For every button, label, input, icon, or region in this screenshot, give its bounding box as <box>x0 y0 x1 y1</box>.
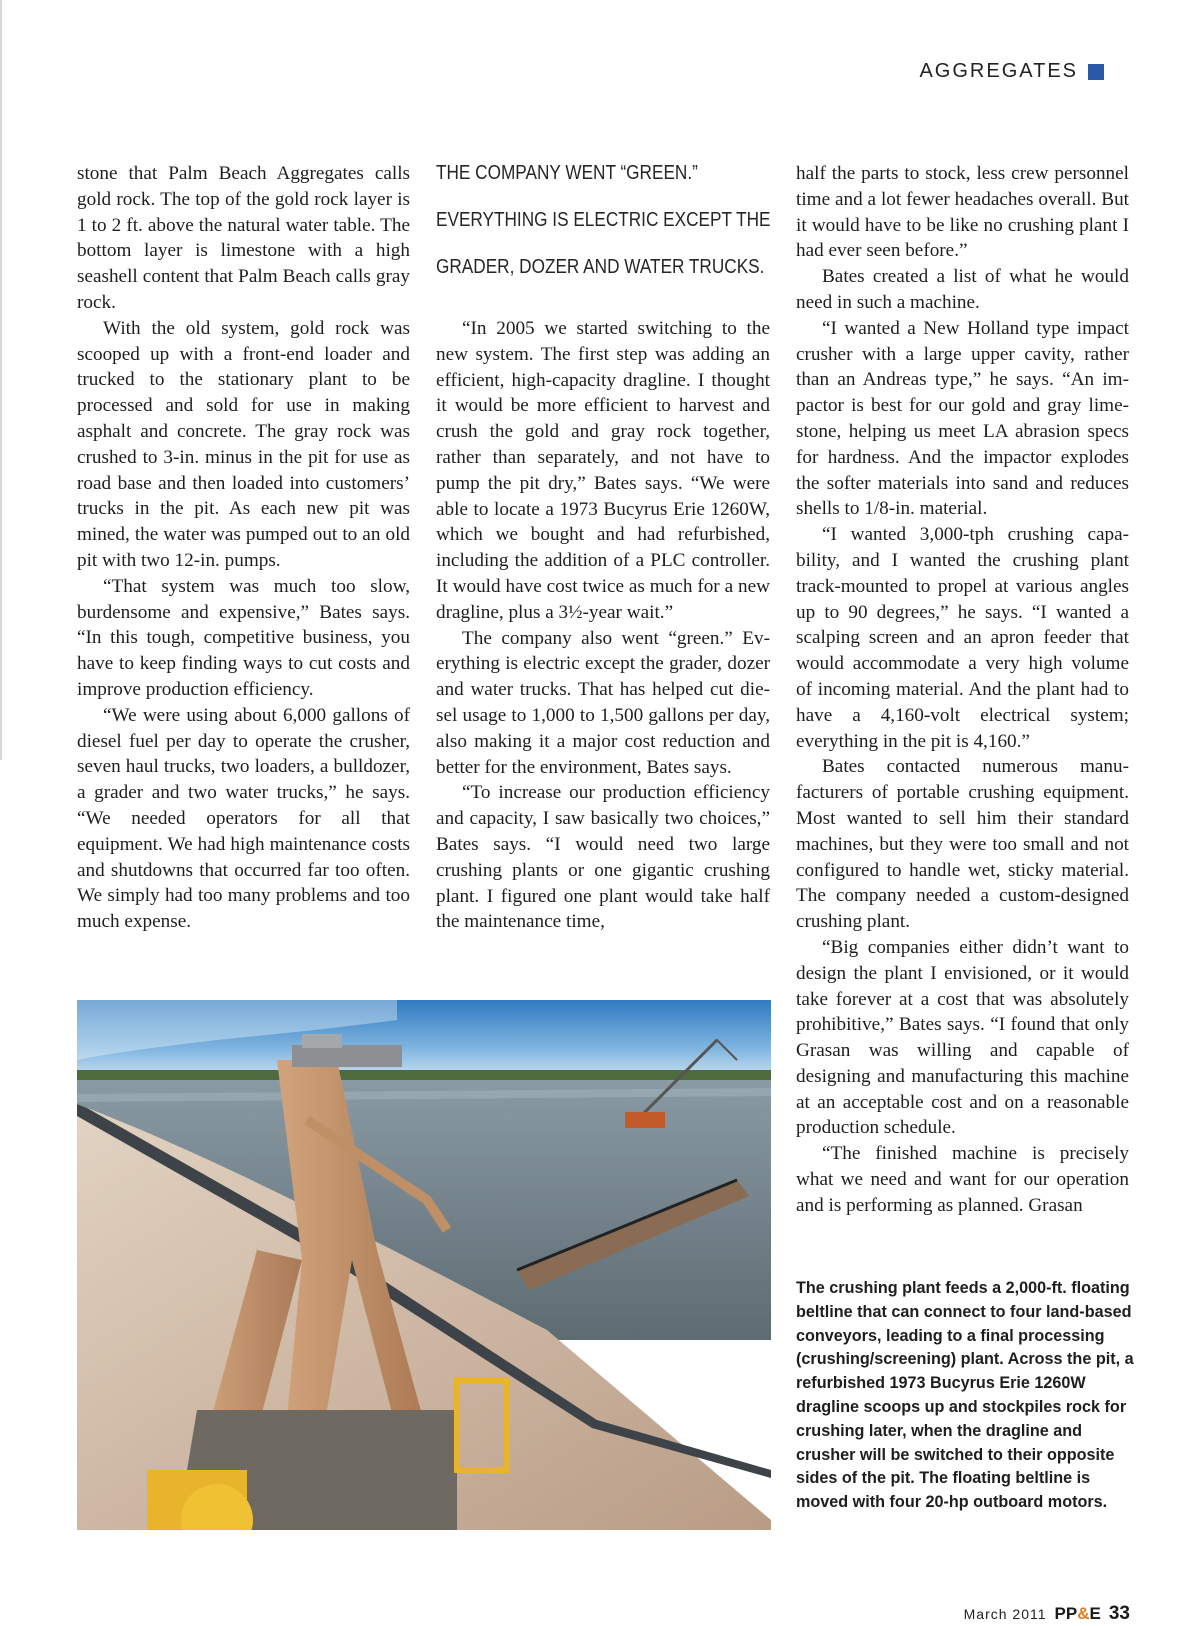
photo-caption: The crushing plant feeds a 2,000-ft. floating beltline that can connect to four land-based conveyors, leading to a final processing (crushing/screening) plant. Across the pit, a refurbished 1973 Bucyrus Erie 1260W dragline scoops up and stockpiles rock for crushing later, when the dragline and crusher will be switched to their opposite sides of the pit. The floating beltline is moved with four 20-hp outboard motors. <box>796 1279 1134 1512</box>
paragraph: “Big companies either didn’t want to design the plant I envisioned, or it would take forever at a cost that was absolutely prohibitive,” Bates says. “I found that only Grasan was willing and capable of designing and manufacturing this machine at an acceptable cost and on a reasonable production schedule. <box>796 936 1129 1139</box>
paragraph: With the old system, gold rock was scooped up with a front-end loader and trucked to the stationary plant to be processed and sold for use in making asphalt and concrete. The gray rock was crushed to 3-in. minus in the pit for use as road base and then loaded into customers’ trucks in the pit. As each new pit was mined, the water was pumped out to an old pit with two 12-in. pumps. <box>77 317 410 571</box>
section-header <box>919 60 1104 83</box>
article-column-3 <box>796 161 1129 1219</box>
crushing-plant-photo <box>77 1000 771 1530</box>
article-column-1 <box>77 161 410 935</box>
paragraph: Bates created a list of what he would need in such a machine. <box>796 266 1129 313</box>
paragraph: half the parts to stock, less crew personnel time and a lot fewer headaches overall. But it would have to be like no crushing plant I had ever seen before.” <box>796 163 1129 262</box>
paragraph: “To increase our production efficiency and capacity, I saw basically two choices,” Bates says. “I would need two large crushing plants or one gigantic crushing plant. I figured one plant would take half the maintenance time, <box>436 782 770 933</box>
article-column-2 <box>436 316 770 935</box>
page-edge-rule <box>0 0 2 760</box>
paragraph: stone that Palm Beach Aggregates calls gold rock. The top of the gold rock layer is 1 to 2 ft. above the natural water table. The bottom layer is limestone with a high seashell content that Palm Beach calls gray rock. <box>77 163 410 313</box>
paragraph: “The finished machine is precisely what we need and want for our operation and is performing as planned. Grasan <box>796 1143 1129 1216</box>
paragraph: “I wanted 3,000-tph crushing capability, and I wanted the crushing plant track-mounted to propel at various angles up to 90 degrees,” he says. “I wanted a scalping screen and an apron feeder that would accommodate a very high volume of incoming material. And the plant had to have a 4,160-volt electrical system; everything in the pit is 4,160.” <box>796 524 1129 752</box>
publication-ampersand: & <box>1077 1604 1090 1623</box>
publication-name-part: PP <box>1054 1604 1078 1623</box>
section-square-icon <box>1088 64 1104 80</box>
page-number: 33 <box>1108 1603 1130 1624</box>
page-footer <box>964 1603 1130 1625</box>
section-label: AGGREGATES <box>919 60 1078 82</box>
paragraph: “In 2005 we started switching to the new system. The first step was adding an efficient, high-capacity dragline. I thought it would be more efficient to harvest and crush the gold and gray rock together, rather than separately, and not have to pump the pit dry,” Bates says. “We were able to locate a 1973 Bucyrus Erie 1260W, which we bought and had refurbished, including the addition of a PLC controller. It would have cost twice as much for a new dragline, plus a 3½-year wait.” <box>436 318 770 623</box>
publication-name-part: E <box>1089 1604 1101 1623</box>
paragraph: “I wanted a New Holland type impact crusher with a large upper cavity, rather than an Andreas type,” he says. “An impactor is best for our gold and gray limestone, helping us meet LA abrasion specs for hardness. And the impactor explodes the softer materials into sand and reduces shells to 1/8-in. material. <box>796 317 1129 520</box>
publication-name <box>1055 1604 1101 1624</box>
paragraph: Bates contacted numerous manufacturers of portable crushing equipment. Most wanted to sell him their standard machines, but they were too small and not configured to handle wet, sticky material. The company needed a custom-designed crushing plant. <box>796 756 1129 933</box>
pull-quote-line: EVERYTHING IS ELECTRIC EXCEPT THE <box>436 209 771 231</box>
pull-quote-line: GRADER, DOZER AND WATER TRUCKS. <box>436 256 765 278</box>
pull-quote-line: THE COMPANY WENT “GREEN.” <box>436 162 698 184</box>
paragraph: The company also went “green.” Everything is electric except the grader, dozer and water trucks. That has helped cut diesel usage to 1,000 to 1,500 gallons per day, also making it a major cost reduction and better for the environment, Bates says. <box>436 627 770 778</box>
pull-quote <box>436 150 771 291</box>
paragraph: “That system was much too slow, burdensome and expensive,” Bates says. “In this tough, competitive business, you have to keep finding ways to cut costs and improve production efficiency. <box>77 575 410 700</box>
issue-date: March 2011 <box>963 1606 1047 1622</box>
paragraph: “We were using about 6,000 gallons of diesel fuel per day to operate the crusher, seven haul trucks, two loaders, a bulldozer, a grader and two water trucks,” he says. “We needed operators for all that equipment. We had high maintenance costs and shutdowns that occurred far too often. We simply had too many problems and too much expense. <box>77 704 410 933</box>
